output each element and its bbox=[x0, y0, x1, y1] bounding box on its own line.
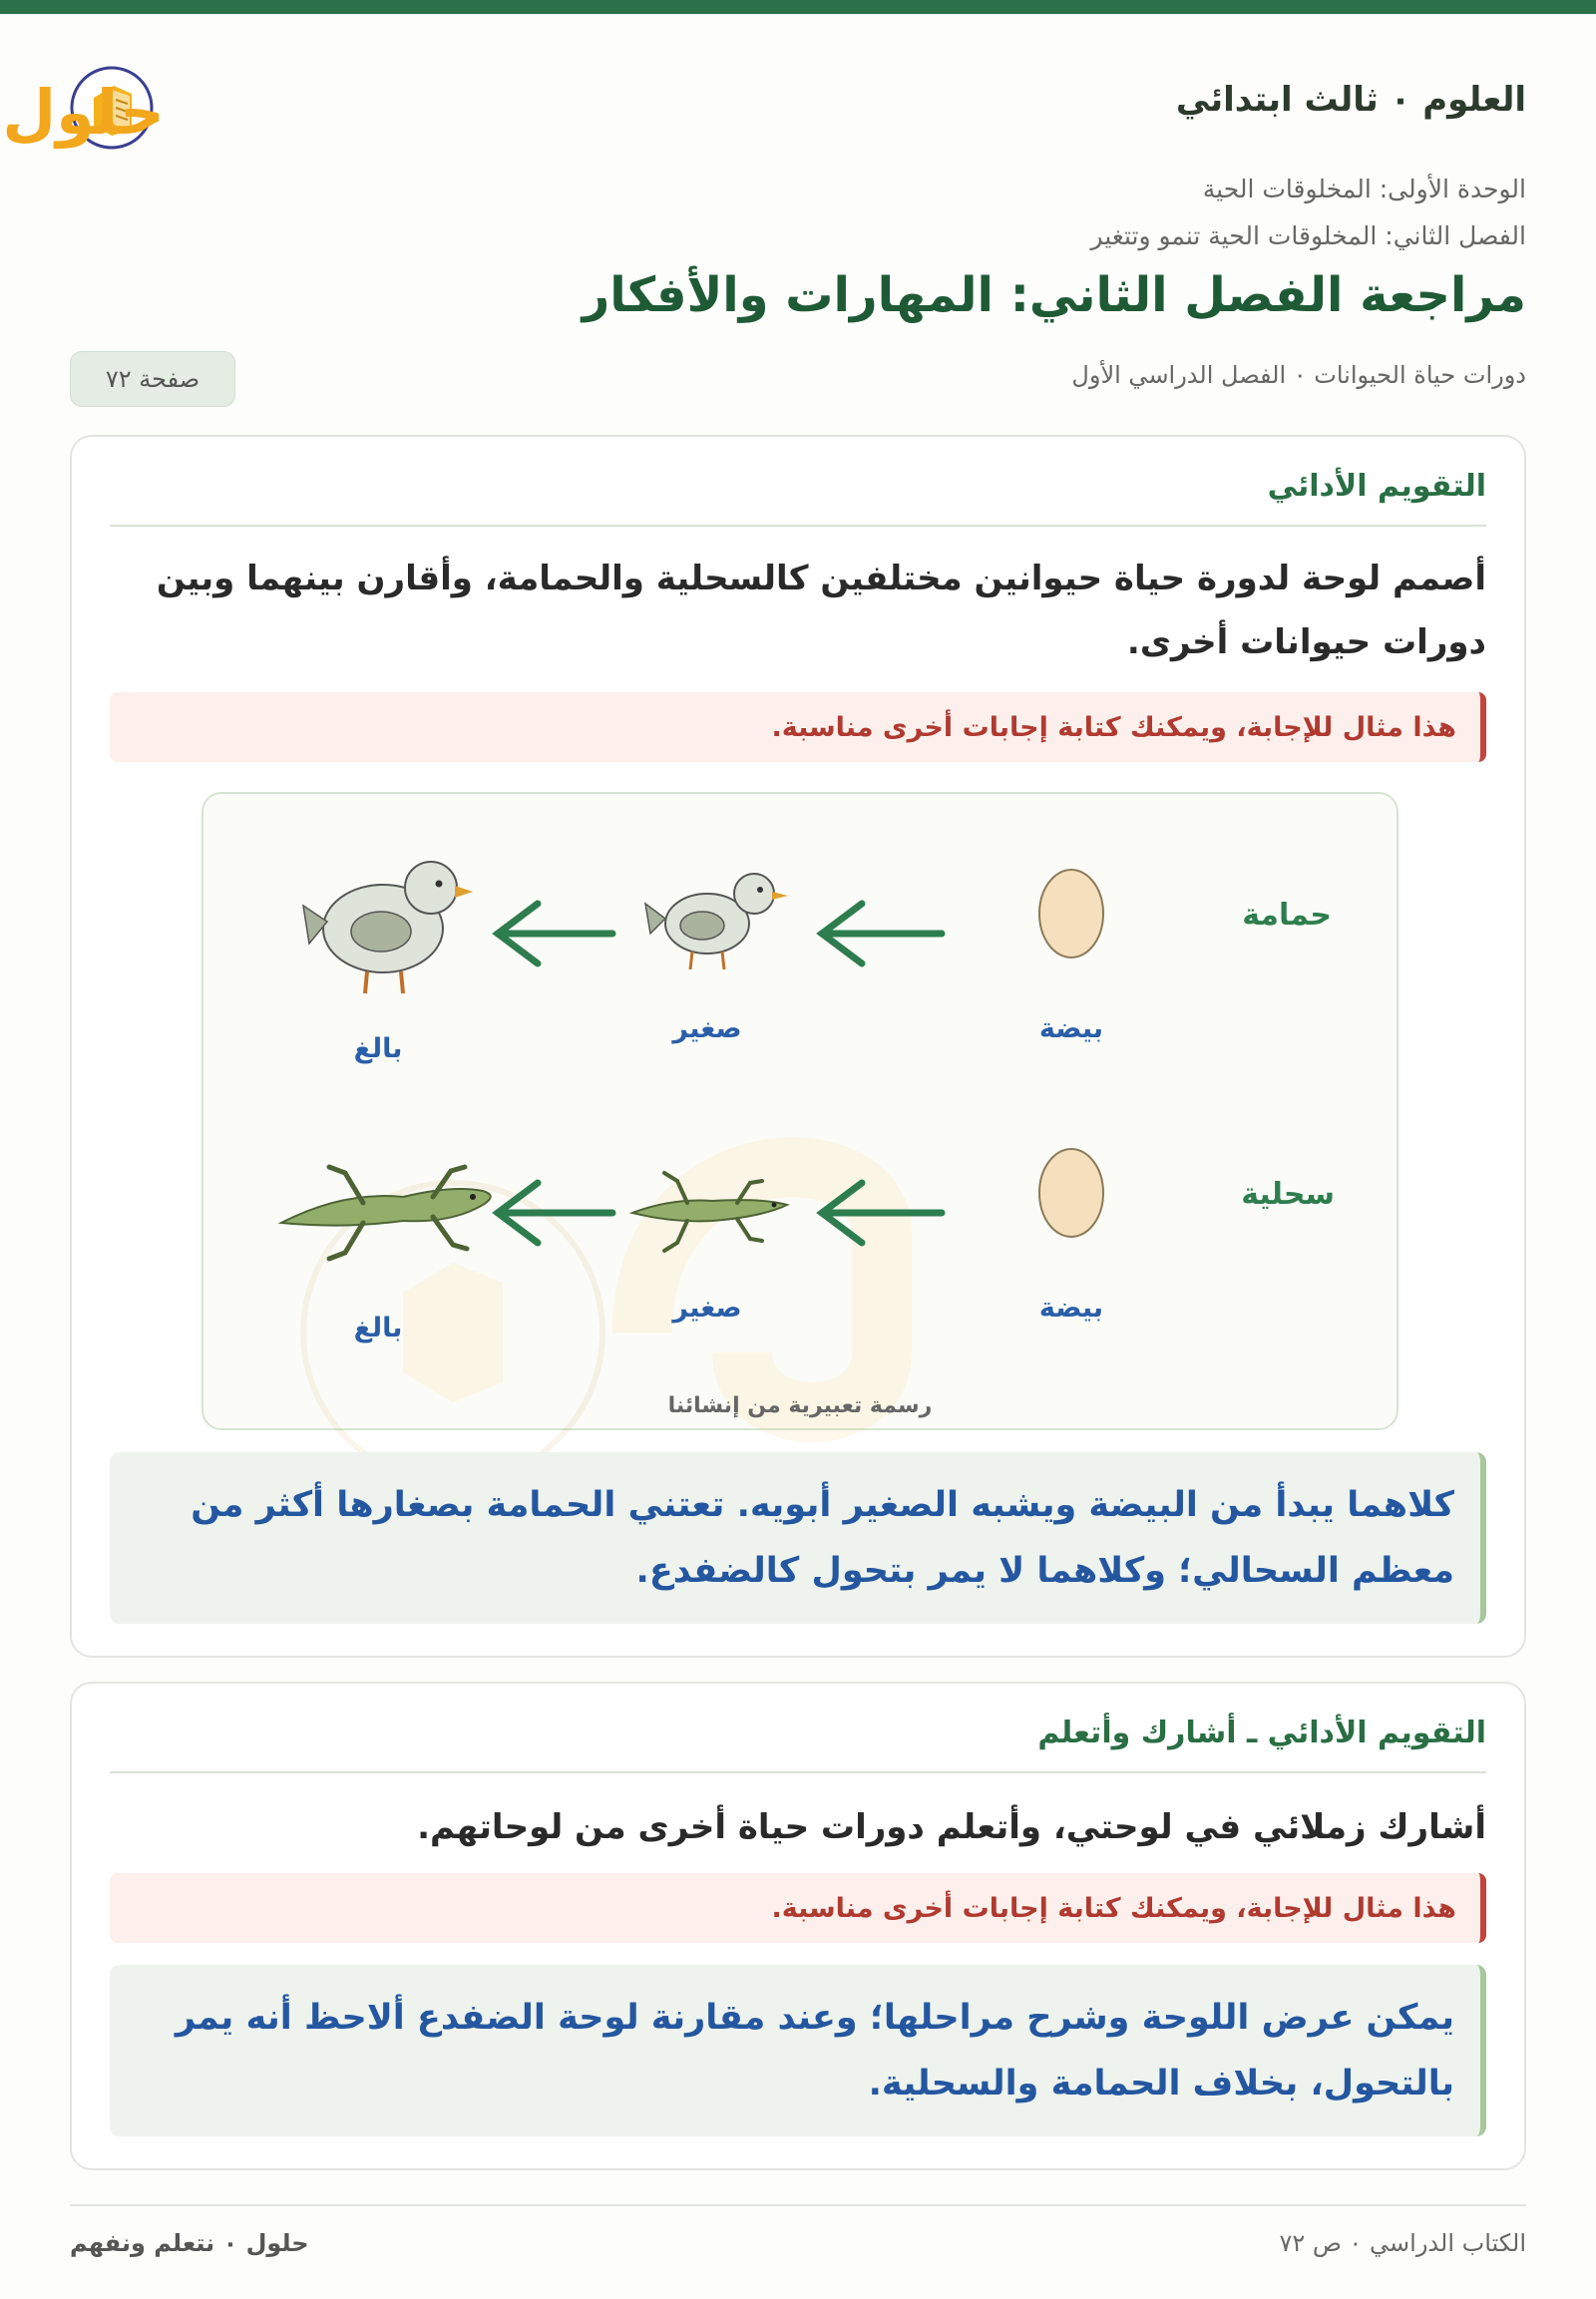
stage-label: بيضة bbox=[1038, 1013, 1104, 1044]
stage-label: صغير bbox=[672, 1293, 742, 1324]
unit-line: الوحدة الأولى: المخلوقات الحية bbox=[1202, 175, 1526, 203]
answer-line: يمكن عرض اللوحة وشرح مراحلها؛ وعند مقارنة لوحة الضفدع ألاحظ أنه يمر bbox=[175, 1998, 1454, 2038]
answer-line: بالتحول، بخلاف الحمامة والسحلية. bbox=[868, 2064, 1454, 2104]
young-pigeon-icon bbox=[645, 874, 788, 969]
arrow-icon bbox=[498, 1183, 612, 1243]
share-and-learn-card bbox=[70, 1682, 1526, 2170]
footer-brand[interactable]: حلول ٠ نتعلم ونفهم bbox=[70, 2229, 309, 2257]
arrow-icon bbox=[498, 904, 612, 963]
question-line: دورات حيوانات أخرى. bbox=[1126, 622, 1486, 662]
top-accent-bar bbox=[0, 0, 1596, 14]
example-answer-note: هذا مثال للإجابة، ويمكنك كتابة إجابات أخرى مناسبة. bbox=[110, 692, 1486, 762]
stage-label: بالغ bbox=[353, 1033, 403, 1064]
card-heading: التقويم الأدائي ـ أشارك وأتعلم bbox=[110, 1716, 1486, 1773]
footer-book-page: الكتاب الدراسي ٠ ص ٧٢ bbox=[1279, 2229, 1526, 2257]
illustration-caption: رسمة تعبيرية من إنشائنا bbox=[667, 1393, 933, 1418]
answer-line: كلاهما يبدأ من البيضة ويشبه الصغير أبويه. تعتني الحمامة بصغارها أكثر من bbox=[191, 1485, 1454, 1525]
performance-assessment-card bbox=[70, 435, 1526, 1658]
subject-title: العلوم ٠ ثالث ابتدائي bbox=[1175, 80, 1526, 120]
stage-label: بيضة bbox=[1038, 1293, 1104, 1324]
hlool-logo[interactable] bbox=[2, 60, 349, 160]
life-cycle-illustration bbox=[201, 792, 1398, 1430]
chapter-line: الفصل الثاني: المخلوقات الحية تنمو وتتغير bbox=[1090, 221, 1526, 250]
pigeon-egg-icon bbox=[1039, 870, 1103, 958]
lesson-meta: دورات حياة الحيوانات ٠ الفصل الدراسي الأول bbox=[1071, 361, 1526, 389]
page-header bbox=[2, 60, 1526, 160]
arrow-icon bbox=[822, 904, 942, 963]
animal-label: حمامة bbox=[1242, 898, 1332, 933]
question-line: أصمم لوحة لدورة حياة حيوانين مختلفين كالسحلية والحمامة، وأقارن بينهما وبين bbox=[156, 559, 1486, 598]
card-heading: التقويم الأدائي bbox=[110, 469, 1486, 527]
example-answer-note: هذا مثال للإجابة، ويمكنك كتابة إجابات أخرى مناسبة. bbox=[110, 1873, 1486, 1943]
animal-label: سحلية bbox=[1241, 1177, 1335, 1212]
adult-pigeon-icon bbox=[303, 862, 473, 993]
footer-divider bbox=[70, 2204, 1526, 2206]
page-title: مراجعة الفصل الثاني: المهارات والأفكار bbox=[582, 267, 1526, 323]
answer-box bbox=[110, 1452, 1486, 1624]
answer-line: معظم السحالي؛ وكلاهما لا يمر بتحول كالضفدع. bbox=[635, 1551, 1454, 1591]
question-text: أشارك زملائي في لوحتي، وأتعلم دورات حياة أخرى من لوحاتهم. bbox=[417, 1807, 1486, 1847]
lizard-egg-icon bbox=[1039, 1149, 1103, 1237]
stage-label: صغير bbox=[672, 1013, 742, 1044]
logo-icon bbox=[2, 60, 349, 160]
answer-box bbox=[110, 1965, 1486, 2136]
question-text bbox=[110, 547, 1486, 674]
page-number-badge: صفحة ٧٢ bbox=[70, 351, 235, 407]
logo-text: حلول bbox=[2, 76, 165, 149]
stage-label: بالغ bbox=[353, 1313, 403, 1343]
